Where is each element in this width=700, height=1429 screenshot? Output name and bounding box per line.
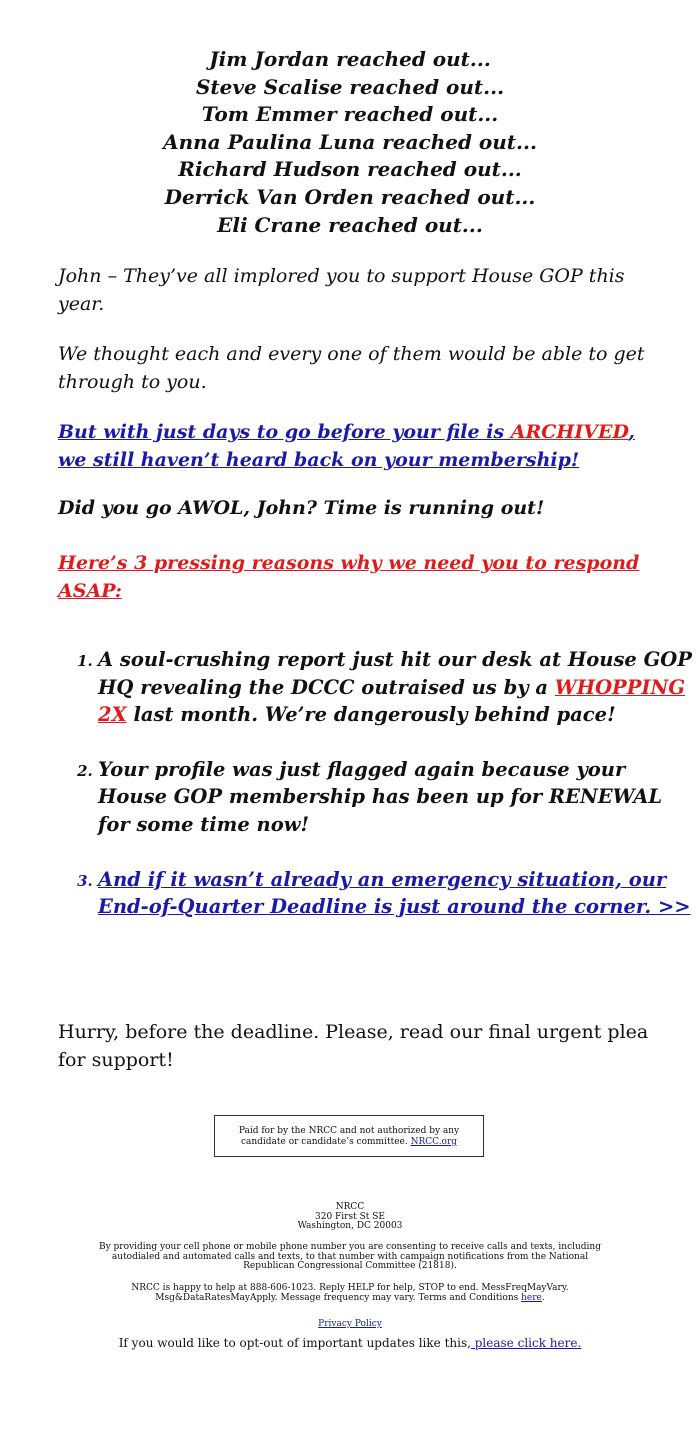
reason-1-text-before: A soul-crushing report just hit our desk at House GOP HQ revealing the DCCC outraised us by a <box>98 648 692 699</box>
address-street: 320 First St SE <box>315 1211 385 1222</box>
archived-link-text-before[interactable]: But with just days to go before your file is <box>58 421 511 443</box>
optout-text: If you would like to opt-out of important updates like this, <box>118 1336 471 1350</box>
nrcc-link[interactable]: NRCC.org <box>410 1137 458 1147</box>
terms-link[interactable]: here <box>521 1292 542 1303</box>
optout-line <box>60 1336 640 1350</box>
reasons-list <box>58 646 698 948</box>
name-line: Jim Jordan reached out... <box>209 47 491 71</box>
paid-for-text: Paid for by the NRCC and not authorized by any candidate or candidate’s committee. <box>238 1126 460 1147</box>
name-line: Richard Hudson reached out... <box>178 157 522 182</box>
reason-item[interactable] <box>98 866 698 921</box>
archived-link-paragraph[interactable] <box>58 418 648 474</box>
address-block <box>90 1203 610 1232</box>
help-text <box>90 1284 610 1303</box>
reasons-heading-text[interactable]: Here’s 3 pressing reasons why we need you to respond ASAP: <box>58 552 640 602</box>
privacy-wrap <box>90 1320 610 1330</box>
paid-for-box <box>214 1115 484 1157</box>
reason-item <box>98 646 698 729</box>
whopping-link[interactable]: WHOPPING 2X <box>98 675 685 727</box>
reason-1-text-after: last month. We’re dangerously behind pace! <box>126 703 616 727</box>
optout-link[interactable]: please click here. <box>470 1336 582 1350</box>
archived-link-text-after[interactable]: , we still haven’t heard back on your membership! <box>58 421 635 471</box>
deadline-link[interactable]: And if it wasn’t already an emergency situation, our End-of-Quarter Deadline is just around the corner. >> <box>98 867 691 919</box>
address-city: Washington, DC 20003 <box>297 1221 403 1232</box>
paragraph-through: We thought each and every one of them would be able to get through to you. <box>58 343 645 393</box>
names-list <box>0 46 700 239</box>
reason-2-text: Your profile was just flagged again because your House GOP membership has been up for RENEWAL for some time now! <box>98 757 663 836</box>
reasons-heading-link[interactable] <box>58 549 648 605</box>
consent-text: By providing your cell phone or mobile phone number you are consenting to receive calls and texts, including autodialed and automated calls and texts, to that number with campaign notifications from the National Republican Congressional Committee (21818). <box>98 1242 601 1272</box>
address-org: NRCC <box>335 1202 365 1212</box>
help-text-end: . <box>541 1292 545 1303</box>
name-line: Steve Scalise reached out... <box>195 74 505 99</box>
paragraph-implored: John – They’ve all implored you to support House GOP this year. <box>58 265 625 315</box>
name-line: Tom Emmer reached out... <box>201 102 499 127</box>
name-line: Derrick Van Orden reached out... <box>164 184 536 209</box>
privacy-policy-link[interactable]: Privacy Policy <box>318 1319 382 1329</box>
paragraph-awol: Did you go AWOL, John? Time is running out! <box>58 497 545 519</box>
reason-item <box>98 756 698 839</box>
help-text-body: NRCC is happy to help at 888-606-1023. Reply HELP for help, STOP to end. MessFreqMayVary. Msg&DataRatesMayApply. Message frequency may vary. Terms and Conditions <box>131 1283 569 1303</box>
paragraph-hurry: Hurry, before the deadline. Please, read our final urgent plea for support! <box>58 1021 649 1071</box>
name-line: Anna Paulina Luna reached out... <box>163 129 537 154</box>
archived-word[interactable]: ARCHIVED <box>510 421 629 443</box>
name-line: Eli Crane reached out... <box>217 212 483 237</box>
